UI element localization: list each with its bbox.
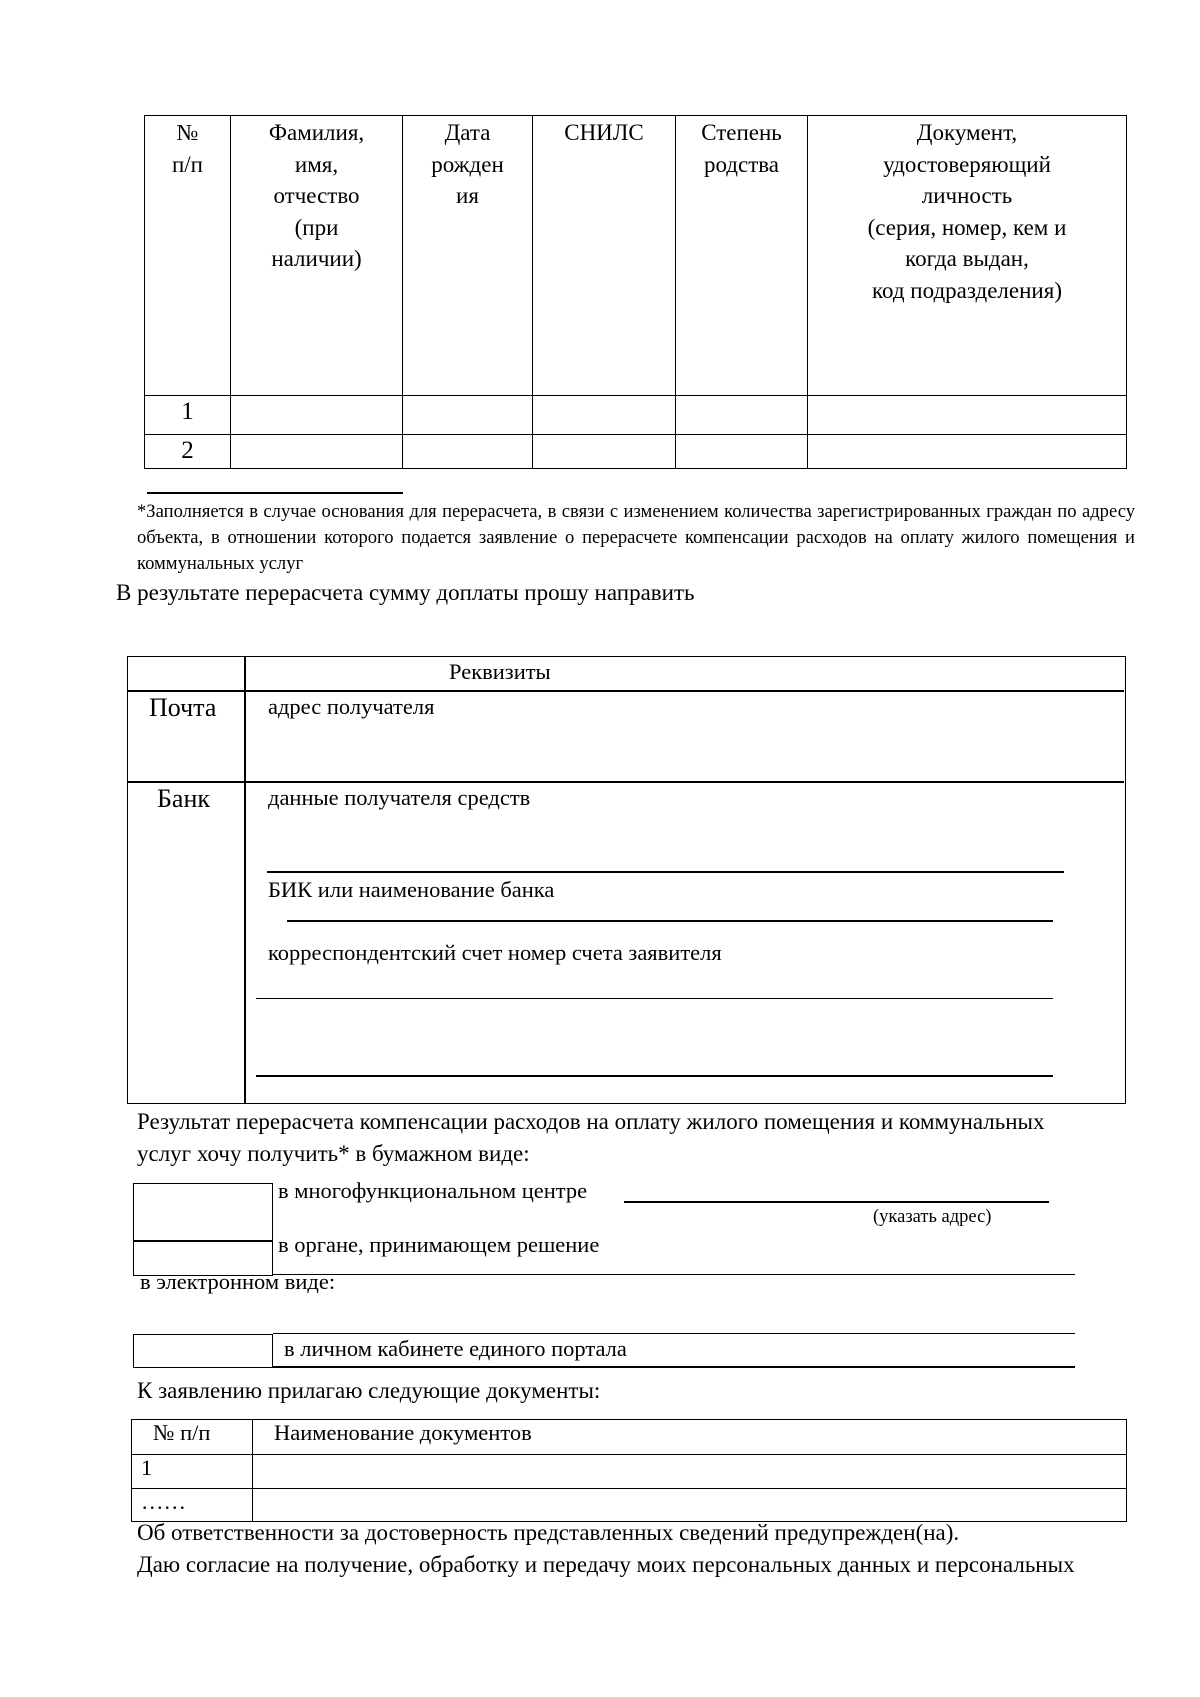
relation-cell[interactable] [676, 396, 808, 435]
row-number: …… [132, 1489, 253, 1522]
fio-cell[interactable] [231, 396, 403, 435]
post-address-field[interactable]: адрес получателя [268, 694, 435, 719]
requisites-header: Реквизиты [449, 659, 551, 684]
header-num: № п/п [145, 116, 231, 396]
row-divider [128, 690, 1124, 692]
document-cell[interactable] [808, 435, 1127, 469]
authority-underline [273, 1274, 1075, 1275]
portal-top-line [273, 1333, 1075, 1334]
snils-cell[interactable] [533, 396, 676, 435]
row-divider [128, 781, 1124, 783]
dob-cell[interactable] [403, 396, 533, 435]
address-hint: (указать адрес) [873, 1207, 992, 1227]
extra-underline [256, 1075, 1053, 1077]
doc-name-cell[interactable] [253, 1489, 1127, 1522]
portal-underline [273, 1366, 1075, 1368]
responsibility-text: Об ответственности за достоверность представленных сведений предупрежден(на). [137, 1520, 960, 1545]
header-dob: Дата рожден ия [403, 116, 533, 396]
header-doc-num: № п/п [132, 1420, 253, 1455]
row-number: 1 [132, 1455, 253, 1489]
header-doc-name: Наименование документов [253, 1420, 1127, 1455]
row-number: 2 [145, 435, 231, 469]
bank-label: Банк [157, 784, 211, 813]
electronic-label: в электронном виде: [140, 1269, 336, 1294]
consent-text: Даю согласие на получение, обработку и передачу моих персональных данных и персональных [137, 1552, 1075, 1577]
post-label: Почта [149, 693, 217, 722]
header-relation: Степень родства [676, 116, 808, 396]
accounts-underline [256, 998, 1053, 999]
result-text-line1: Результат перерасчета компенсации расходов на оплату жилого помещения и коммунальных [137, 1109, 1045, 1134]
bank-accounts-field[interactable]: корреспондентский счет номер счета заявителя [268, 940, 722, 965]
footnote: *Заполняется в случае основания для перерасчета, в связи с изменением количества зарегистрированных граждан по адресу объекта, в отношении которого подается заявление о перерасчете компенсации расходов на оплату жилого помещения и коммунальных услуг [137, 501, 1135, 574]
relation-cell[interactable] [676, 435, 808, 469]
table-row [145, 396, 1127, 435]
snils-cell[interactable] [533, 435, 676, 469]
documents-table [131, 1419, 1127, 1522]
fio-cell[interactable] [231, 435, 403, 469]
bank-recipient-field[interactable]: данные получателя средств [268, 785, 531, 810]
family-table [144, 115, 1127, 469]
portal-checkbox[interactable] [133, 1334, 273, 1368]
direct-payment-text: В результате перерасчета сумму доплаты прошу направить [116, 580, 695, 605]
mfc-checkbox[interactable] [134, 1184, 272, 1240]
bank-bik-field[interactable]: БИК или наименование банка [268, 877, 555, 902]
table-row [132, 1489, 1127, 1522]
dob-cell[interactable] [403, 435, 533, 469]
footnote-separator [147, 492, 403, 494]
doc-name-cell[interactable] [253, 1455, 1127, 1489]
column-divider [244, 657, 246, 1103]
document-cell[interactable] [808, 396, 1127, 435]
option-mfc-label: в многофункциональном центре [278, 1178, 588, 1203]
requisites-table [127, 656, 1126, 1104]
option-portal-label: в личном кабинете единого портала [284, 1336, 627, 1361]
mfc-address-field[interactable] [624, 1201, 1049, 1203]
bik-underline [287, 920, 1053, 922]
header-fio: Фамилия, имя, отчество (при наличии) [231, 116, 403, 396]
result-text-line2: услуг хочу получить* в бумажном виде: [137, 1141, 530, 1166]
recipient-underline [267, 871, 1064, 873]
header-document: Документ, удостоверяющий личность (серия, номер, кем и когда выдан, код подразделения) [808, 116, 1127, 396]
row-number: 1 [145, 396, 231, 435]
option-authority-label: в органе, принимающем решение [278, 1232, 600, 1257]
table-row [145, 435, 1127, 469]
attach-text: К заявлению прилагаю следующие документы: [137, 1378, 601, 1403]
table-row [132, 1455, 1127, 1489]
header-snils: СНИЛС [533, 116, 676, 396]
